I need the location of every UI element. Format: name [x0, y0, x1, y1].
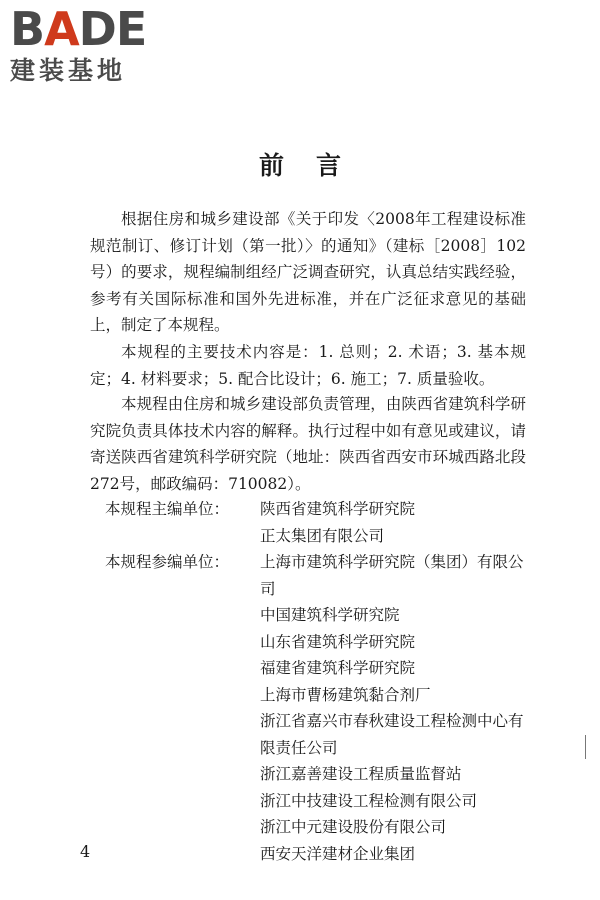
- paragraph-contents: 本规程的主要技术内容是：1. 总则；2. 术语；3. 基本规定；4. 材料要求；5. 配合比设计；6. 施工；7. 质量验收。: [90, 343, 526, 388]
- paragraph-management: 本规程由住房和城乡建设部负责管理，由陕西省建筑科学研究院负责具体技术内容的解释。执行过程中如有意见或建议，请寄送陕西省建筑科学研究院（地址：陕西省西安市环城西路北段272号，邮政编码：710082）。: [90, 395, 526, 493]
- page-number: 4: [80, 842, 91, 861]
- list-item: 浙江中元建设股份有限公司: [260, 818, 447, 836]
- chief-units: [90, 496, 530, 549]
- participating-units-label: 本规程参编单位：: [105, 553, 230, 571]
- chief-units-list: [260, 496, 526, 549]
- bade-logo: [10, 2, 180, 86]
- units-section: [90, 496, 530, 867]
- list-item: 上海市曹杨建筑黏合剂厂: [260, 685, 431, 704]
- participating-units-list: [260, 549, 526, 867]
- list-item: 浙江中技建设工程检测有限公司: [260, 791, 478, 810]
- list-item: 西安天洋建材企业集团: [260, 844, 416, 863]
- logo-subtitle: 建装基地: [10, 56, 127, 85]
- list-item: 正太集团有限公司: [260, 526, 385, 545]
- chief-units-label: 本规程主编单位：: [105, 500, 230, 518]
- participating-units: [90, 549, 530, 867]
- scan-edge-mark: [585, 735, 589, 759]
- list-item: 中国建筑科学研究院: [260, 606, 400, 624]
- list-item: 陕西省建筑科学研究院: [260, 500, 416, 518]
- list-item: 浙江省嘉兴市春秋建设工程检测中心有限责任公司: [260, 712, 524, 757]
- page-title: 前言: [258, 151, 373, 180]
- logo-wordmark: BADE: [10, 2, 147, 56]
- list-item: 山东省建筑科学研究院: [260, 632, 416, 651]
- list-item: 上海市建筑科学研究院（集团）有限公司: [260, 553, 524, 598]
- paragraph-background: 根据住房和城乡建设部《关于印发〈2008年工程建设标准规范制订、修订计划（第一批）〉的通知》（建标［2008］102号）的要求，规程编制组经广泛调查研究，认真总结实践经验，参考有关国际标准和国外先进标准，并在广泛征求意见的基础上，制定了本规程。: [90, 210, 526, 334]
- list-item: 福建省建筑科学研究院: [260, 659, 416, 677]
- list-item: 浙江嘉善建设工程质量监督站: [260, 765, 462, 783]
